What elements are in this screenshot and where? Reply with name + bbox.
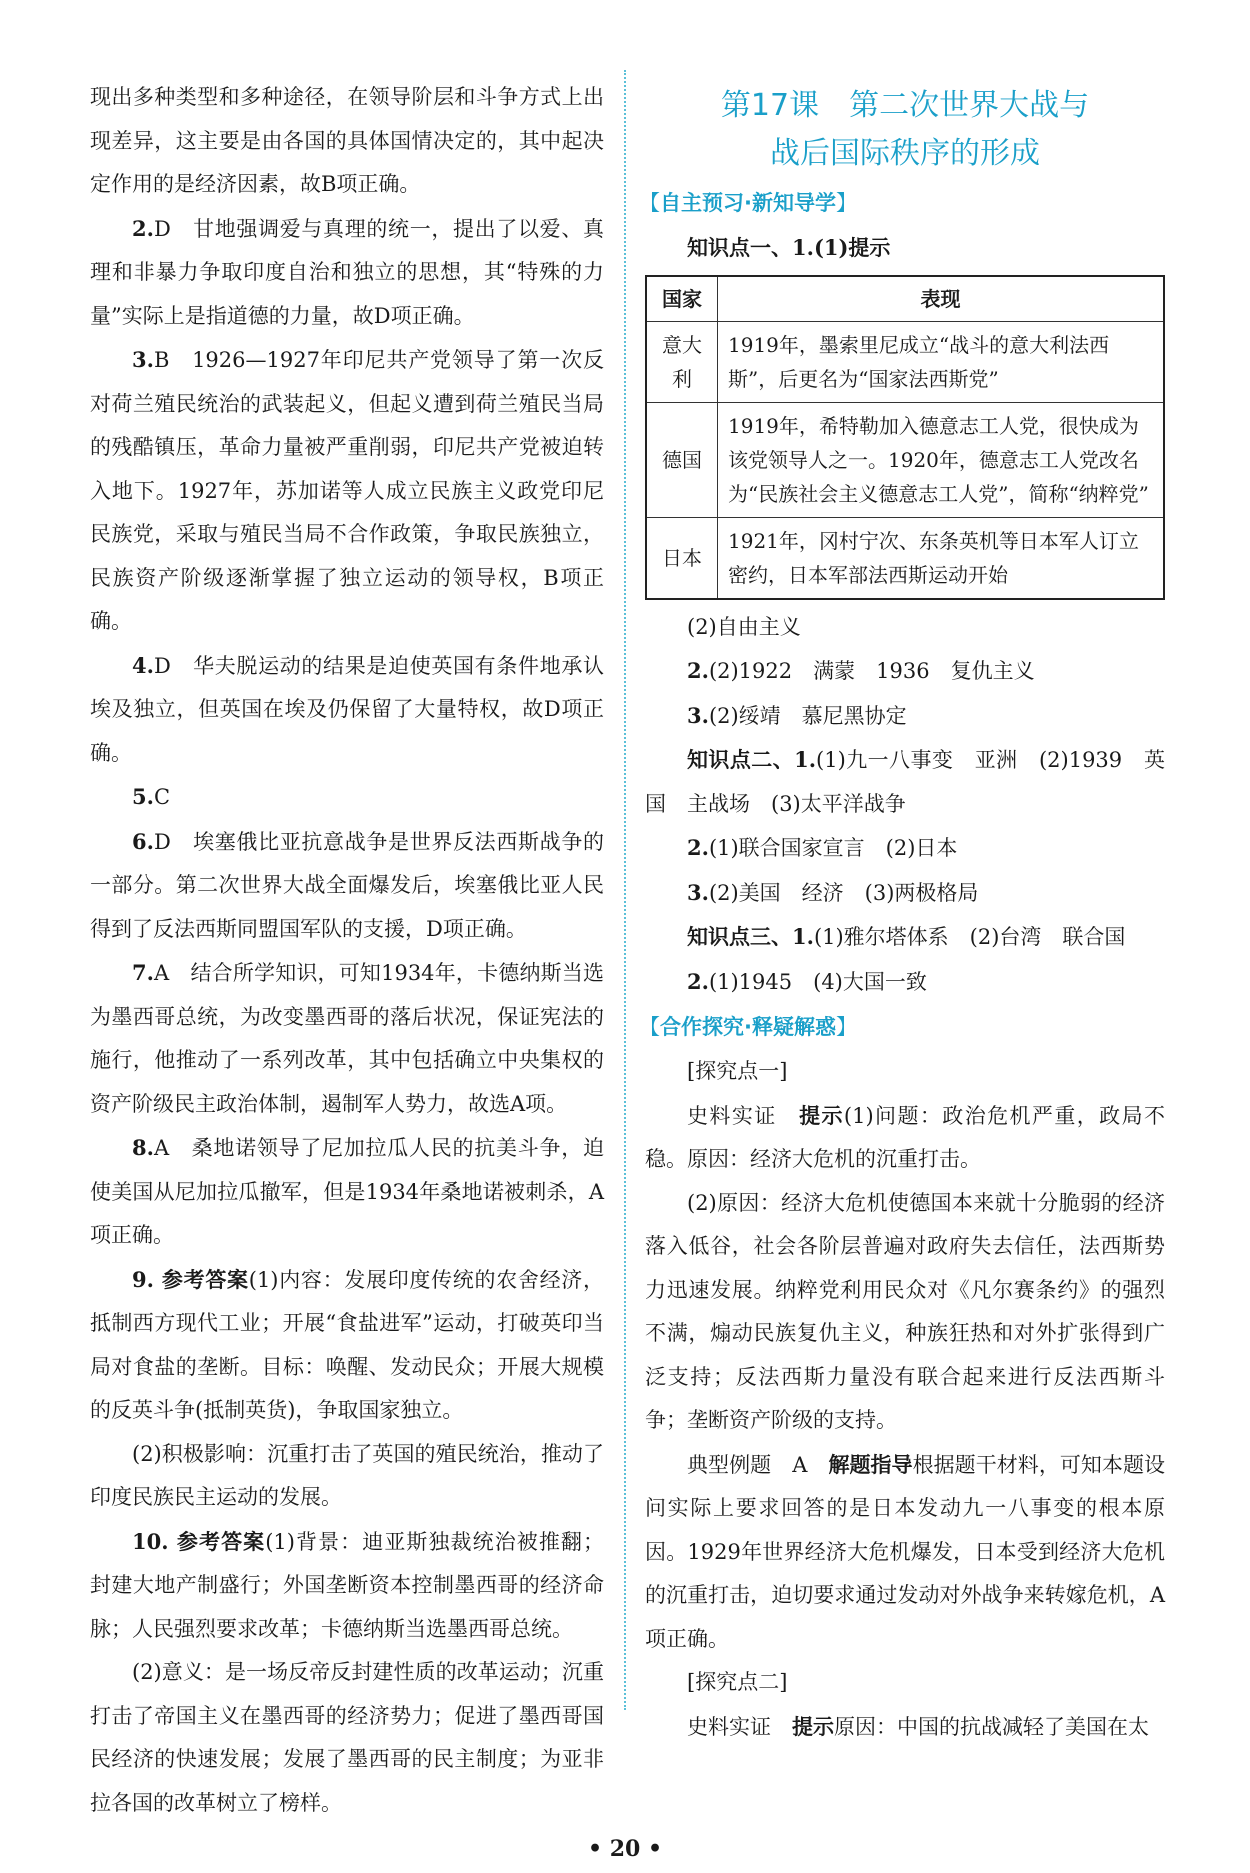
answer-9-part2: (2)积极影响：沉重打击了英国的殖民统治，推动了印度民族民主运动的发展。	[90, 1441, 604, 1509]
table-cell-country: 日本	[646, 517, 718, 599]
kp1-item-2-part: (2)自由主义	[687, 614, 801, 639]
table-cell-text: 1919年，墨索里尼成立“战斗的意大利法西斯”，后更名为“国家法西斯党”	[718, 321, 1165, 402]
table-cell-text: 1921年，冈村宁次、东条英机等日本军人订立密约，日本军部法西斯运动开始	[718, 517, 1165, 599]
source-evidence-2: 史料实证 提示原因：中国的抗战减轻了美国在太	[687, 1713, 1149, 1739]
section-heading-preview: 【自主预习·新知导学】	[639, 191, 857, 215]
page-number: • 20 •	[587, 1836, 663, 1862]
answer-8: 8.A 桑地诺领导了尼加拉瓜人民的抗美斗争，迫使美国从尼加拉瓜撤军，但是1934年桑地诺被刺杀，A项正确。	[90, 1135, 604, 1247]
fascism-table	[645, 275, 1165, 600]
answer-4: 4.D 华夫脱运动的结果是迫使英国有条件地承认埃及独立，但英国在埃及仍保留了大量特权，故D项正确。	[90, 652, 604, 765]
answer-10-part2: (2)意义：是一场反帝反封建性质的改革运动；沉重打击了帝国主义在墨西哥的经济势力；促进了墨西哥国民经济的快速发展；发展了墨西哥的民主制度；为亚非拉各国的改革树立了榜样。	[90, 1660, 604, 1815]
knowledge-point-1: 知识点一、1.(1)提示	[687, 235, 891, 260]
table-row	[646, 517, 1164, 599]
answer-9: 9. 参考答案(1)内容：发展印度传统的农舍经济，抵制西方现代工业；开展“食盐进军”运动，打破英印当局对食盐的垄断。目标：唤醒、发动民众；开展大规模的反英斗争(抵制英货)，争取国家独立。	[90, 1266, 605, 1422]
source-evidence-1: 史料实证 提示(1)问题：政治危机严重，政局不稳。原因：经济大危机的沉重打击。	[645, 1102, 1165, 1171]
kp1-item-3: 3.(2)绥靖 慕尼黑协定	[687, 702, 907, 728]
right-column	[639, 76, 1166, 1749]
table-header-row	[646, 276, 1164, 322]
table-cell-country: 德国	[646, 402, 718, 517]
answer-7: 7.A 结合所学知识，可知1934年，卡德纳斯当选为墨西哥总统，为改变墨西哥的落后状况，保证宪法的施行，他推动了一系列改革，其中包括确立中央集权的资产阶级民主政治体制，遏制军人势力，故选A项。	[90, 960, 604, 1116]
column-divider	[624, 70, 626, 1710]
answer-2: 2.D 甘地强调爱与真理的统一，提出了以爱、真理和非暴力争取印度自治和独立的思想，其“特殊的力量”实际上是指道德的力量，故D项正确。	[90, 215, 604, 328]
left-column	[90, 76, 604, 1825]
typical-example: 典型例题 A 解题指导根据题干材料，可知本题设问实际上要求回答的是日本发动九一八事变的根本原因。1929年世界经济大危机爆发，日本受到经济大危机的沉重打击，迫切要求通过发动对外战争来转嫁危机，A项正确。	[645, 1451, 1166, 1651]
knowledge-point-3: 知识点三、1.(1)雅尔塔体系 (2)台湾 联合国	[687, 924, 1126, 949]
source-evidence-1-part2: (2)原因：经济大危机使德国本来就十分脆弱的经济落入低谷，社会各阶层普遍对政府失去信任，法西斯势力迅速发展。纳粹党利用民众对《凡尔赛条约》的强烈不满，煽动民族复仇主义，种族狂热和对外扩张得到广泛支持；反法西斯力量没有联合起来进行反法西斯斗争；垄断资产阶级的支持。	[645, 1190, 1165, 1432]
answer-6: 6.D 埃塞俄比亚抗意战争是世界反法西斯战争的一部分。第二次世界大战全面爆发后，埃塞俄比亚人民得到了反法西斯同盟国军队的支援，D项正确。	[90, 828, 604, 941]
kp2-item-3: 3.(2)美国 经济 (3)两极格局	[687, 879, 979, 905]
table-row	[646, 321, 1164, 402]
lesson-title: 第17课 第二次世界大战与 战后国际秩序的形成	[720, 88, 1090, 171]
answer-5: 5.C	[132, 784, 171, 809]
probe-point-2: [探究点二]	[687, 1670, 788, 1694]
kp3-item-2: 2.(1)1945 (4)大国一致	[687, 968, 927, 994]
knowledge-point-2: 知识点二、1.(1)九一八事变 亚洲 (2)1939 英国 主战场 (3)太平洋战争	[645, 747, 1165, 816]
table-header-country: 国家	[646, 276, 718, 322]
kp2-item-2: 2.(1)联合国家宣言 (2)日本	[687, 835, 958, 860]
table-header-performance: 表现	[718, 276, 1165, 322]
kp1-item-2: 2.(2)1922 满蒙 1936 复仇主义	[687, 658, 1035, 683]
table-cell-country: 意大利	[646, 321, 718, 402]
section-heading-explore: 【合作探究·释疑解惑】	[639, 1015, 857, 1039]
answer-continuation: 现出多种类型和多种途径，在领导阶层和斗争方式上出现差异，这主要是由各国的具体国情决定的，其中起决定作用的是经济因素，故B项正确。	[90, 85, 604, 196]
table-row	[646, 402, 1164, 517]
probe-point-1: [探究点一]	[687, 1059, 788, 1083]
answer-3: 3.B 1926—1927年印尼共产党领导了第一次反对荷兰殖民统治的武装起义，但起义遭到荷兰殖民当局的残酷镇压，革命力量被严重削弱，印尼共产党被迫转入地下。1927年，苏加诺等人成立民族主义政党印尼民族党，采取与殖民当局不合作政策，争取民族独立，民族资产阶级逐渐掌握了独立运动的领导权，B项正确。	[90, 347, 604, 633]
table-cell-text: 1919年，希特勒加入德意志工人党，很快成为该党领导人之一。1920年，德意志工人党改名为“民族社会主义德意志工人党”，简称“纳粹党”	[718, 402, 1165, 517]
answer-10: 10. 参考答案(1)背景：迪亚斯独裁统治被推翻；封建大地产制盛行；外国垄断资本控制墨西哥的经济命脉；人民强烈要求改革；卡德纳斯当选墨西哥总统。	[90, 1528, 604, 1641]
